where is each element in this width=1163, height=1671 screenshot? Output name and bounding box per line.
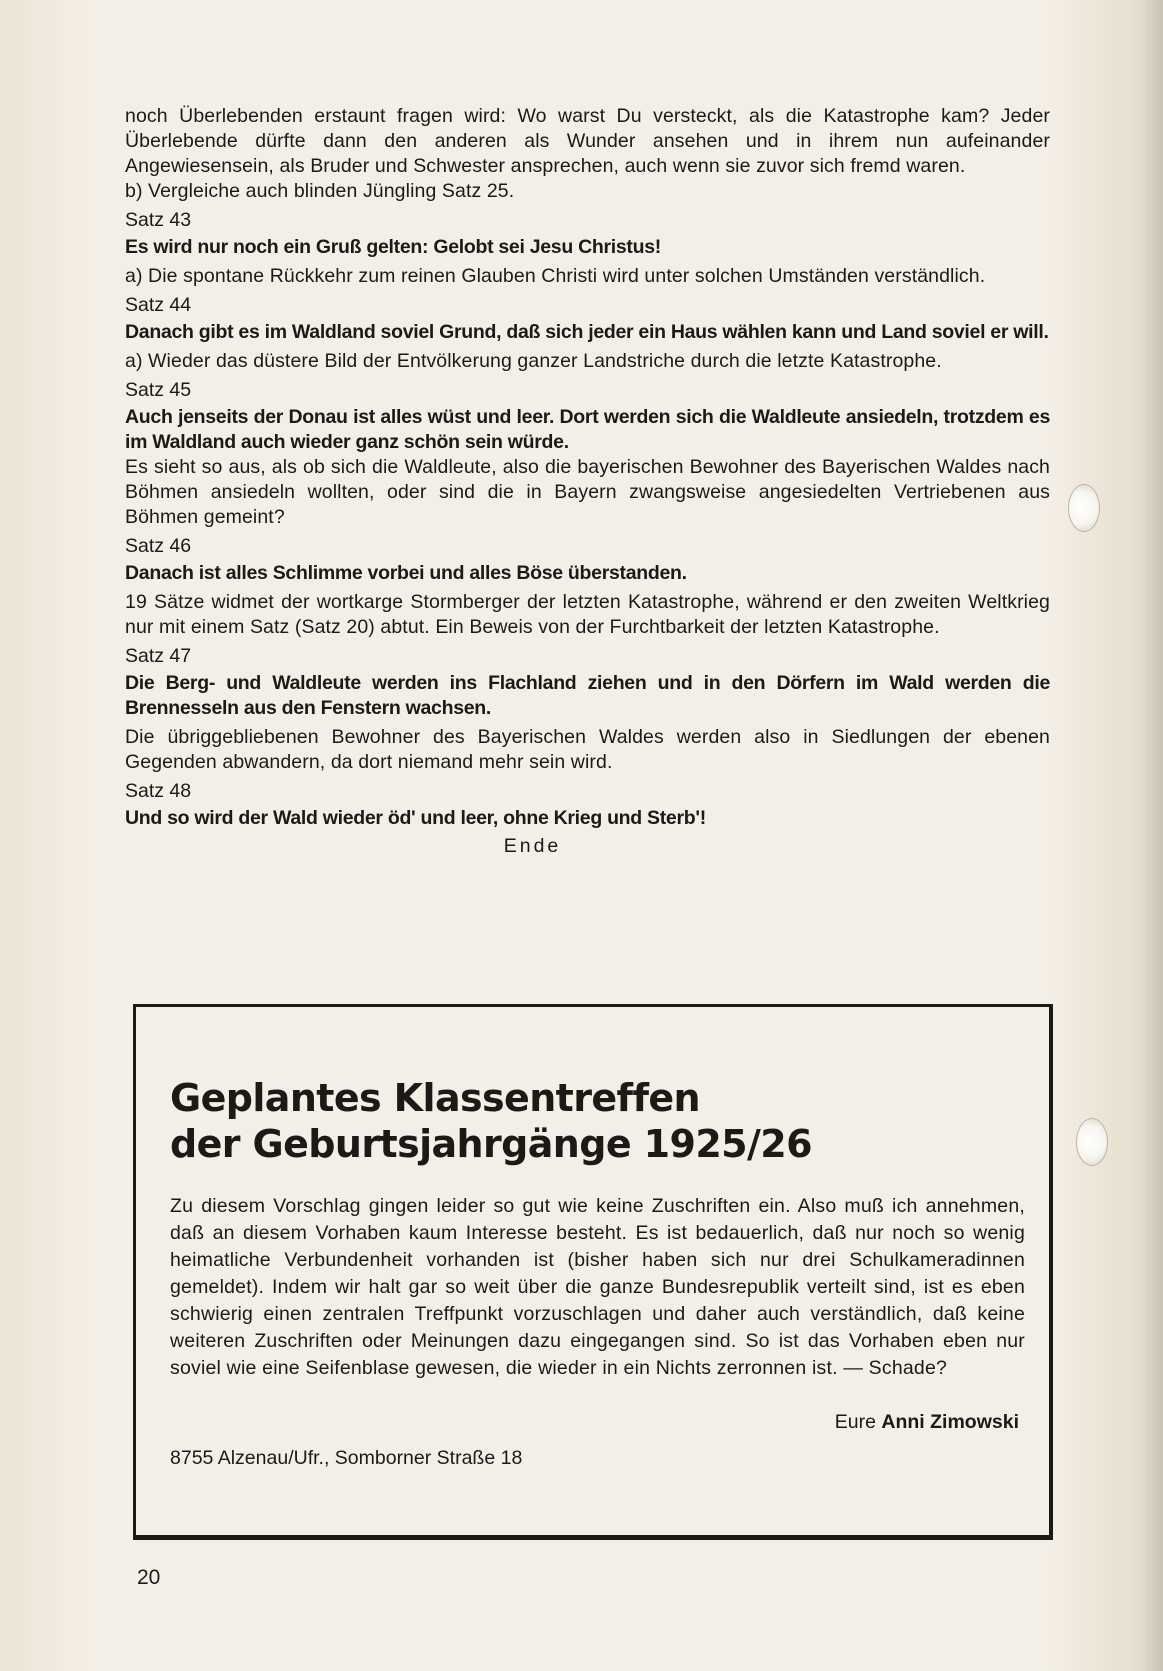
notice-signature	[835, 1409, 1019, 1436]
signature-prefix: Eure	[834, 1411, 876, 1433]
prophecy-quote: Danach ist alles Schlimme vorbei und alles Böse überstanden.	[125, 562, 687, 584]
notice-box	[133, 1004, 1053, 1540]
commentary: Es sieht so aus, als ob sich die Waldleute, also die bayerischen Bewohner des Bayerischen Waldes nach Böhmen ansiedeln wollten, oder sind die in Bayern zwangsweise angesiedelten Vertriebenen aus Böhmen gemeint?	[125, 456, 1050, 528]
notice-title-line: Geplantes Klassentreffen	[170, 1076, 701, 1120]
signature-name: Anni Zimowski	[881, 1411, 1019, 1433]
prophecy-quote: Auch jenseits der Donau ist alles wüst und leer. Dort werden sich die Waldleute ansiedeln, trotzdem es im Waldland auch wieder ganz schön sein würde.	[125, 406, 1050, 453]
prophecy-quote: Und so wird der Wald wieder öd' und leer, ohne Krieg und Sterb'!	[125, 807, 706, 829]
paragraph: noch Überlebenden erstaunt fragen wird: Wo warst Du versteckt, als die Katastrophe kam? Jeder Überlebende dürfte dann den anderen als Wunder ansehen und in ihrem nun aufeinander Angewiesensein, als Bruder und Schwester ansprechen, auch wenn sie zuvor sich fremd waren.	[125, 105, 1050, 177]
punch-hole	[1076, 1118, 1108, 1166]
notice-title	[170, 1075, 812, 1167]
page-number: 20	[137, 1566, 161, 1589]
commentary: 19 Sätze widmet der wortkarge Stormberger der letzten Katastrophe, während er den zweiten Weltkrieg nur mit einem Satz (Satz 20) abtut. Ein Beweis von der Furchtbarkeit der letzten Katastrophe.	[125, 591, 1050, 638]
end-marker: Ende	[503, 835, 562, 857]
paragraph: b) Vergleiche auch blinden Jüngling Satz 25.	[125, 180, 515, 202]
punch-hole	[1068, 484, 1100, 532]
notice-title-line: der Geburtsjahrgänge 1925/26	[170, 1122, 812, 1166]
commentary: Die übriggebliebenen Bewohner des Bayerischen Waldes werden also in Siedlungen der ebenen Gegenden abwandern, da dort niemand mehr sein wird.	[125, 726, 1050, 773]
sentence-number: Satz 46	[125, 535, 192, 557]
sentence-number: Satz 48	[125, 780, 192, 802]
article-text	[125, 104, 1050, 878]
sentence-number: Satz 45	[125, 379, 192, 401]
notice-address: 8755 Alzenau/Ufr., Somborner Straße 18	[170, 1447, 523, 1469]
prophecy-quote: Die Berg- und Waldleute werden ins Flachland ziehen und in den Dörfern im Wald werden die Brennesseln aus den Fenstern wachsen.	[125, 672, 1050, 719]
commentary: a) Die spontane Rückkehr zum reinen Glauben Christi wird unter solchen Umständen verständlich.	[125, 265, 986, 287]
prophecy-quote: Es wird nur noch ein Gruß gelten: Gelobt sei Jesu Christus!	[125, 236, 661, 258]
sentence-number: Satz 44	[125, 294, 192, 316]
page-edge	[1145, 0, 1163, 1671]
sentence-number: Satz 47	[125, 645, 192, 667]
prophecy-quote: Danach gibt es im Waldland soviel Grund, daß sich jeder ein Haus wählen kann und Land soviel er will.	[125, 321, 1049, 343]
commentary: a) Wieder das düstere Bild der Entvölkerung ganzer Landstriche durch die letzte Katastrophe.	[125, 350, 942, 372]
notice-body: Zu diesem Vorschlag gingen leider so gut wie keine Zuschriften ein. Also muß ich annehmen, daß an diesem Vorhaben kaum Interesse besteht. Es ist bedauerlich, daß nur noch so wenig heimatliche Verbundenheit vorhanden ist (bisher haben sich nur drei Schulkameradinnen gemeldet). Indem wir halt gar so weit über die ganze Bundesrepublik verteilt sind, ist es eben schwierig einen zentralen Treffpunkt vorzuschlagen und daher auch verständlich, daß keine weiteren Zuschriften oder Meinungen dazu eingegangen sind. So ist das Vorhaben eben nur soviel wie eine Seifenblase gewesen, die wieder in ein Nichts zerronnen ist. — Schade?	[170, 1195, 1025, 1379]
sentence-number: Satz 43	[125, 209, 192, 231]
